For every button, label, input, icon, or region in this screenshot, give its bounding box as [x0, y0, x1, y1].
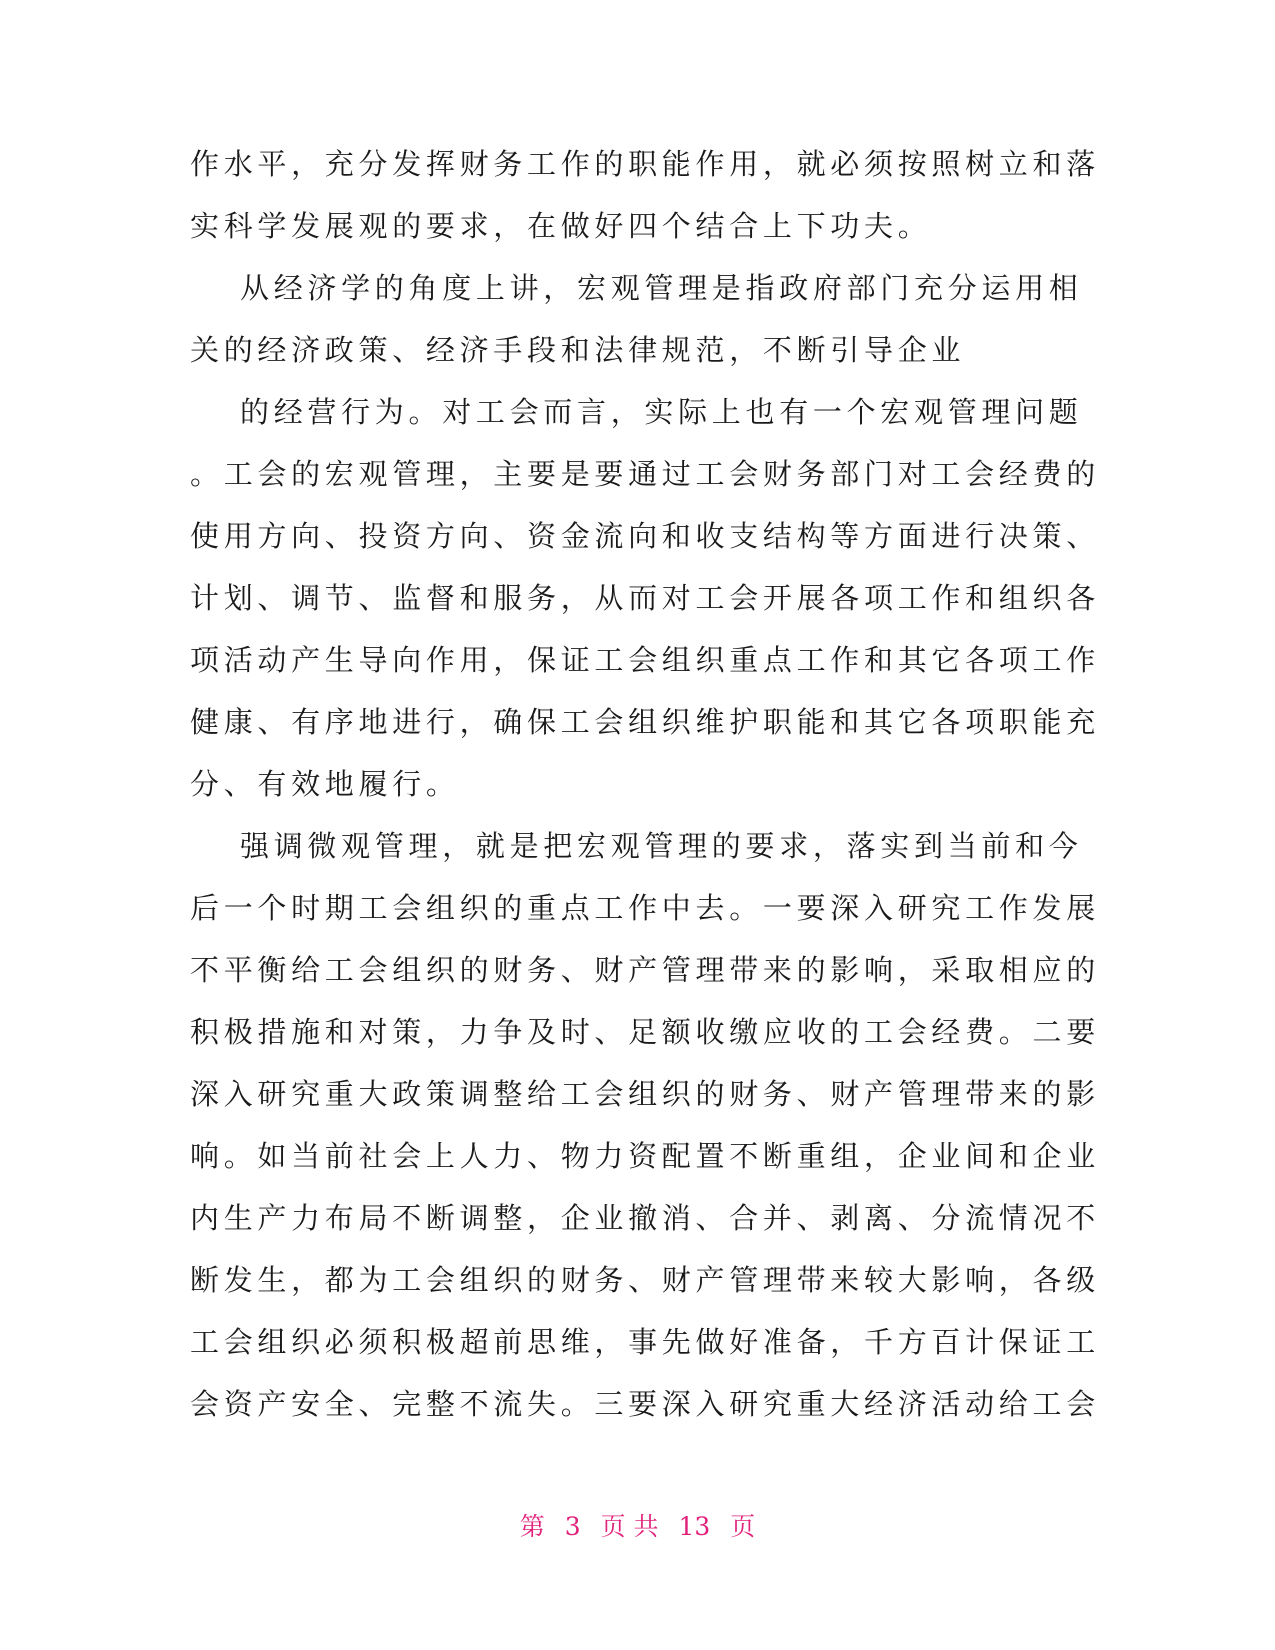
text-line: 分、有效地履行。: [190, 767, 460, 801]
current-page-number: 3: [564, 1512, 581, 1541]
text-line: 积极措施和对策，力争及时、足额收缴应收的工会经费。二要: [190, 1015, 1100, 1049]
total-pages-number: 13: [678, 1512, 711, 1541]
text-line: 项活动产生导向作用，保证工会组织重点工作和其它各项工作: [190, 643, 1100, 677]
footer-middle: 页 共: [600, 1512, 659, 1541]
text-line-indented: 从经济学的角度上讲，宏观管理是指政府部门充分运用相: [240, 271, 1083, 305]
text-line: 不平衡给工会组织的财务、财产管理带来的影响，采取相应的: [190, 953, 1100, 987]
footer-prefix: 第: [519, 1512, 545, 1541]
text-line: 。工会的宏观管理，主要是要通过工会财务部门对工会经费的: [190, 457, 1100, 491]
page-number-footer: [0, 1510, 1275, 1544]
text-line: 使用方向、投资方向、资金流向和收支结构等方面进行决策、: [190, 519, 1100, 553]
text-line: 作水平，充分发挥财务工作的职能作用，就必须按照树立和落: [190, 147, 1100, 181]
text-line: 计划、调节、监督和服务，从而对工会开展各项工作和组织各: [190, 581, 1100, 615]
text-line: 健康、有序地进行，确保工会组织维护职能和其它各项职能充: [190, 705, 1100, 739]
text-line: 实科学发展观的要求，在做好四个结合上下功夫。: [190, 209, 932, 243]
text-line: 响。如当前社会上人力、物力资配置不断重组，企业间和企业: [190, 1139, 1100, 1173]
footer-suffix: 页: [730, 1512, 756, 1541]
text-line: 会资产安全、完整不流失。三要深入研究重大经济活动给工会: [190, 1387, 1100, 1421]
text-line-indented: 的经营行为。对工会而言，实际上也有一个宏观管理问题: [240, 395, 1083, 429]
text-line-indented: 强调微观管理，就是把宏观管理的要求，落实到当前和今: [240, 829, 1083, 863]
text-line: 关的经济政策、经济手段和法律规范，不断引导企业: [190, 333, 966, 367]
text-line: 断发生，都为工会组织的财务、财产管理带来较大影响，各级: [190, 1263, 1100, 1297]
text-line: 内生产力布局不断调整，企业撤消、合并、剥离、分流情况不: [190, 1201, 1100, 1235]
text-line: 深入研究重大政策调整给工会组织的财务、财产管理带来的影: [190, 1077, 1100, 1111]
text-line: 工会组织必须积极超前思维，事先做好准备，千方百计保证工: [190, 1325, 1100, 1359]
text-line: 后一个时期工会组织的重点工作中去。一要深入研究工作发展: [190, 891, 1100, 925]
